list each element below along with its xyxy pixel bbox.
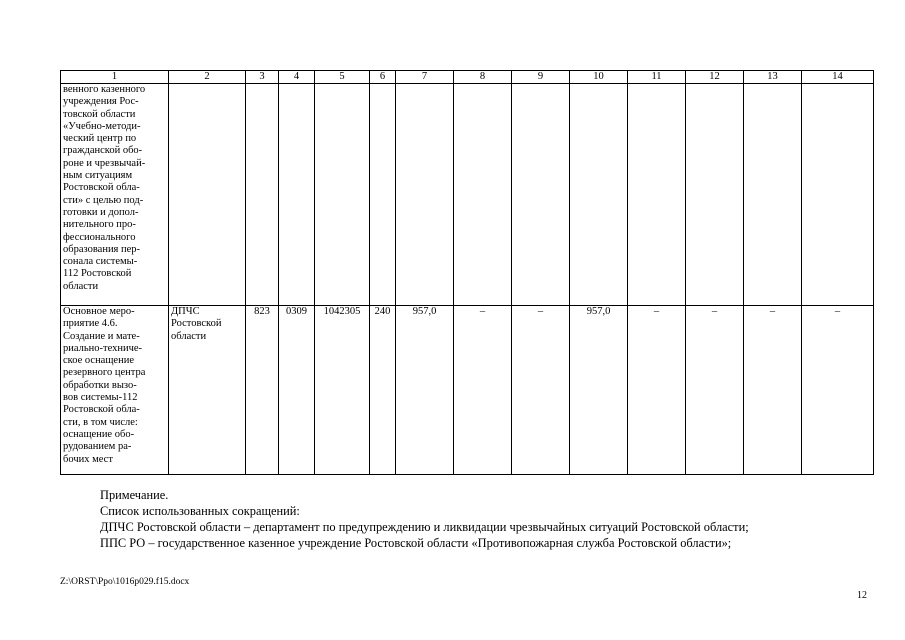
table-cell <box>628 84 686 306</box>
table-header-row <box>61 71 874 84</box>
col-header: 13 <box>744 71 802 84</box>
table-cell: – <box>686 306 744 475</box>
table-cell <box>454 84 512 306</box>
col-header: 14 <box>802 71 874 84</box>
table-cell <box>686 84 744 306</box>
table-cell <box>570 84 628 306</box>
file-path: Z:\ORST\Ppo\1016p029.f15.docx <box>60 577 190 587</box>
abbreviation-line: ДПЧС Ростовской области – департамент по предупреждению и ликвидации чрезвычайных ситуаций Ростовской области; <box>100 520 749 534</box>
page-number: 12 <box>857 590 867 601</box>
col-header: 3 <box>246 71 279 84</box>
col-header: 7 <box>396 71 454 84</box>
col-header: 8 <box>454 71 512 84</box>
table-row <box>61 306 874 475</box>
table-cell: 957,0 <box>570 306 628 475</box>
col-header: 2 <box>169 71 246 84</box>
table-cell <box>744 84 802 306</box>
table-cell: – <box>628 306 686 475</box>
table-cell <box>315 84 370 306</box>
budget-table <box>60 70 874 475</box>
table-cell <box>370 84 396 306</box>
note-title: Примечание. <box>100 488 169 502</box>
col-header: 4 <box>279 71 315 84</box>
table-row <box>61 84 874 306</box>
col-header: 6 <box>370 71 396 84</box>
table-cell <box>396 84 454 306</box>
table-cell <box>169 84 246 306</box>
table-cell: – <box>802 306 874 475</box>
table-cell: – <box>454 306 512 475</box>
table-cell: – <box>744 306 802 475</box>
col-header: 5 <box>315 71 370 84</box>
col-header: 10 <box>570 71 628 84</box>
col-header: 12 <box>686 71 744 84</box>
notes-block <box>100 487 749 551</box>
col-header: 11 <box>628 71 686 84</box>
table-cell <box>279 84 315 306</box>
row-description: Основное меро- приятие 4.6. Создание и мате- риально-техниче- ское оснащение резервного центра обработки вызо- вов системы-112 Ростовской обла- сти, в том числе: оснащение обо- рудованием ра- бочих мест <box>61 306 169 475</box>
table-cell: 0309 <box>279 306 315 475</box>
table-cell <box>512 84 570 306</box>
col-header: 9 <box>512 71 570 84</box>
table-cell: 823 <box>246 306 279 475</box>
table-cell: – <box>512 306 570 475</box>
abbreviation-line: ППС РО – государственное казенное учреждение Ростовской области «Противопожарная служба Ростовской области»; <box>100 536 732 550</box>
table-cell <box>246 84 279 306</box>
row-responsible: ДПЧС Ростовской области <box>169 306 246 475</box>
col-header: 1 <box>61 71 169 84</box>
table-cell: 1042305 <box>315 306 370 475</box>
abbreviations-heading: Список использованных сокращений: <box>100 504 300 518</box>
table-cell: 957,0 <box>396 306 454 475</box>
table-cell <box>802 84 874 306</box>
table-cell: 240 <box>370 306 396 475</box>
row-description: венного казенного учреждения Рос- товской области «Учебно-методи- ческий центр по гражданской обо- роне и чрезвычай- ным ситуациям Ростовской обла- сти» с целью под- готовки и допол- нительного про- фессионального образования пер- сонала системы- 112 Ростовской области <box>61 84 169 306</box>
